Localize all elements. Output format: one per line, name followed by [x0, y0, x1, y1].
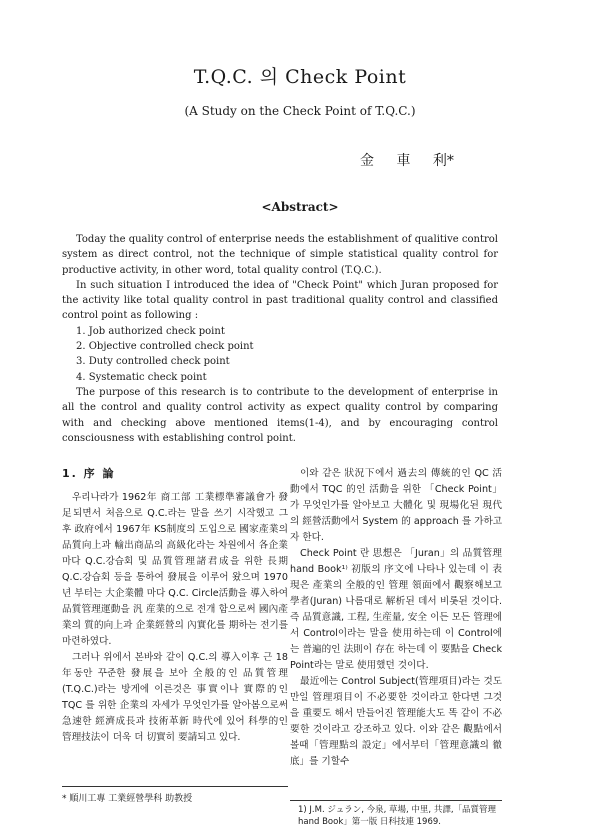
author-name: 金 車 利* — [360, 153, 454, 169]
right-column — [290, 466, 502, 770]
list-item: 2. Objective controlled check point — [76, 341, 254, 353]
check-point-list — [62, 324, 498, 385]
body-paragraph: 우리나라가 1962年 商工部 工業標準審議會가 發足되면서 처음으로 Q.C.라는 말을 쓰기 시작했고 그 후 政府에서 1967年 KS制度의 도입으로 國家產業의 品質向上과 輸出商品의 高級化라는 차원에서 各企業마다 Q.C.강습회 및 品質管理諸君成을 위한 長期 Q.C.강습회 등을 통하여 發展을 이루어 왔으며 1970년 부터는 大企業體 마다 Q.C. Circle活動을 導入하여 品質管理運動을 汎 産業的으로 전개 함으로써 國內產業의 質的向上과 企業經營의 內實化를 期하는 전기를 마련하였다. — [62, 492, 288, 647]
affiliation-footnote: * 順川工專 工業經營學科 助教授 — [62, 786, 288, 804]
list-item: 4. Systematic check point — [76, 371, 207, 383]
abstract-paragraph-2: In such situation I introduced the idea of "Check Point" which Juran proposed for the activity like total quality control in past traditional quality control and classified control point as following : — [62, 279, 498, 322]
section-heading: 1. 序 論 — [62, 467, 116, 480]
abstract-heading: <Abstract> — [261, 200, 339, 214]
left-column — [62, 466, 288, 746]
paper-subtitle: (A Study on the Check Point of T.Q.C.) — [184, 104, 416, 118]
abstract-body — [62, 232, 498, 446]
list-item: 3. Duty controlled check point — [76, 356, 230, 368]
abstract-paragraph-1: Today the quality control of enterprise needs the establishment of qualitive control system as direct control, not the technique of simple statistical quality control for productive activity, in other word, total quality control (T.Q.C.). — [62, 234, 498, 276]
paper-title: T.Q.C. 의 Check Point — [193, 66, 407, 88]
reference-line: 1) J.M. ジュラン, 今泉, 草場, 中里, 共譯,「品質管理 — [298, 805, 497, 815]
body-paragraph: 그러나 위에서 본바와 같이 Q.C.의 導入이후 근 18年동안 꾸준한 發展을 보아 全般的인 品質管理(T.Q.C.)라는 방게에 이른것은 事實이나 實際的인 TQC 를 위한 企業의 자세가 무엇인가를 알아봄으로써 急速한 經濟成長과 技術革新 時代에 있어 科學的인 管理技法이 더욱 더 切實히 要請되고 있다. — [62, 652, 288, 743]
abstract-paragraph-3: The purpose of this research is to contribute to the development of enterprise in all the control and quality control activity as expect quality control by comparing with and checking above mentioned items(1-4), and by encouraging control consciousness with establishing control point. — [62, 386, 498, 444]
reference-line: hand Book」第一版 日科技連 1969. — [298, 817, 441, 827]
list-item: 1. Job authorized check point — [76, 325, 225, 337]
body-paragraph: 이와 같은 狀況下에서 過去의 傳統的인 QC 活動에서 TQC 的인 活動을 위한 「Check Point」가 무엇인가를 알아보고 大體化 및 現場化된 現代의 經營活動에서 System 的 approach 를 가하고자 한다. — [290, 468, 502, 543]
reference-footnote — [290, 800, 502, 828]
body-paragraph: 最近에는 Control Subject(管理項目)라는 것도 만일 管理項目이 不必要한 것이라고 한다면 그것을 重要도 해서 만들어진 管理能大도 똑 같이 不必要한 것이라고 강조하고 있다. 이와 같은 觀點에서 볼때「管理點의 設定」에서부터「管理意識의 徹底」를 기할수 — [290, 676, 502, 767]
body-paragraph: Check Point 란 思想은 「Juran」의 品質管理 hand Book¹⁾ 初版의 序文에 나타나 있는데 이 表現은 產業의 全般的인 管理 領面에서 觀察해보고 學者(Juran) 나름대로 解析된 데서 비롯된 것이다. 즉 品質意識, 工程, 生産量, 安全 이든 모든 管理에서 Control이라는 말을 使用하는데 이 Control에는 普遍的인 法則이 存在 하는데 이 要點을 Check Point라는 말로 使用했던 것이다. — [290, 548, 502, 671]
